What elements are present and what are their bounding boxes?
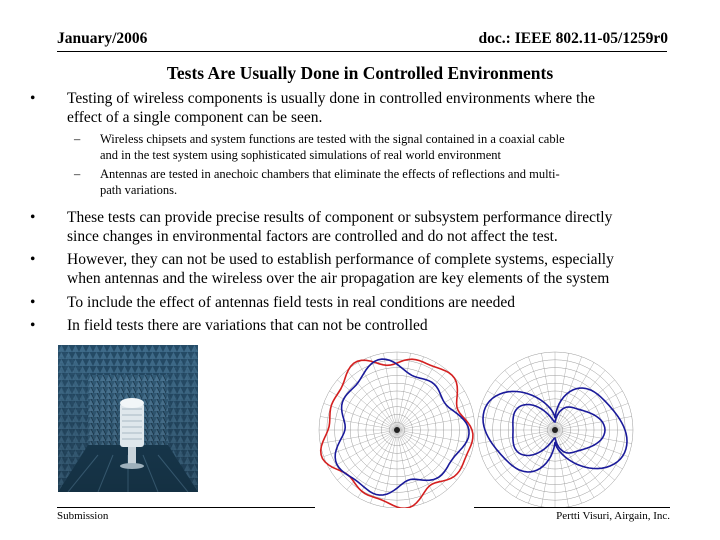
bullet-marker: • xyxy=(30,251,36,268)
sub-bullet-2-line-2: path variations. xyxy=(100,183,178,197)
radiation-pattern-plot-right xyxy=(477,352,633,508)
bullet-1-line-1: Testing of wireless components is usually done in controlled environments where the xyxy=(67,90,595,107)
polar-center xyxy=(552,427,558,433)
bullet-3-line-2: when antennas and the wireless over the air propagation are key elements of the system xyxy=(67,270,610,287)
bullet-marker: • xyxy=(30,317,36,334)
bullet-2-line-1: These tests can provide precise results of component or subsystem performance directly xyxy=(67,209,613,226)
antenna-radiation-patterns xyxy=(315,343,720,508)
sub-bullet-2-line-1: Antennas are tested in anechoic chambers that eliminate the effects of reflections and multi- xyxy=(100,167,560,181)
footer-rule xyxy=(57,507,315,508)
footer-rule xyxy=(474,507,670,508)
sub-bullet-marker: – xyxy=(74,167,81,181)
header-date: January/2006 xyxy=(57,30,148,47)
bullet-4-line-1: To include the effect of antennas field tests in real conditions are needed xyxy=(67,294,515,311)
header-rule xyxy=(57,51,667,52)
bullet-marker: • xyxy=(30,209,36,226)
header-doc-number: doc.: IEEE 802.11-05/1259r0 xyxy=(478,30,668,47)
sub-bullet-1-line-2: and in the test system using sophisticated simulations of real world environment xyxy=(100,148,501,162)
bullet-2-line-2: since changes in environmental factors are controlled and do not affect the test. xyxy=(67,228,558,245)
bullet-marker: • xyxy=(30,90,36,107)
sub-bullet-marker: – xyxy=(74,132,81,146)
slide-title: Tests Are Usually Done in Controlled Environments xyxy=(166,63,554,83)
bullet-1-line-2: effect of a single component can be seen. xyxy=(67,109,323,126)
footer-submission: Submission xyxy=(57,510,109,522)
radiation-pattern-plot-left xyxy=(319,352,475,508)
sub-bullet-1-line-1: Wireless chipsets and system functions are tested with the signal contained in a coaxial cable xyxy=(100,132,565,146)
anechoic-chamber-photo xyxy=(58,345,198,492)
bullet-5-line-1: In field tests there are variations that can not be controlled xyxy=(67,317,428,334)
bullet-marker: • xyxy=(30,294,36,311)
polar-center xyxy=(394,427,400,433)
bullet-3-line-1: However, they can not be used to establish performance of complete systems, especially xyxy=(67,251,614,268)
footer-author: Pertti Visuri, Airgain, Inc. xyxy=(556,510,670,522)
